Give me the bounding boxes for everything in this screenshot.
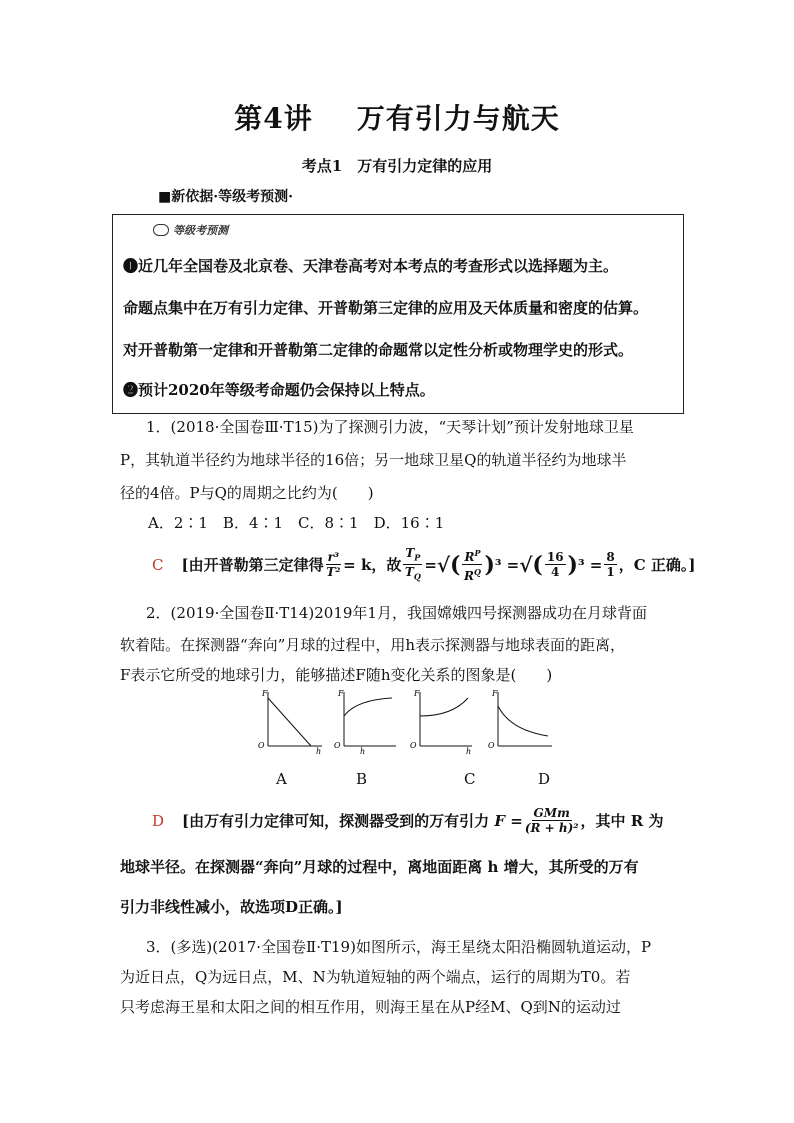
svg-text:h: h xyxy=(316,747,322,756)
graph-label-b: B xyxy=(356,770,368,788)
q2-answer-line-3: 引力非线性减小，故选项D正确。] xyxy=(120,898,343,916)
q1-line-1: 1．(2018·全国卷Ⅲ·T15)为了探测引力波，“天琴计划”预计发射地球卫星 xyxy=(146,418,634,436)
svg-text:h: h xyxy=(360,747,366,756)
q2-line-2: 软着陆。在探测器“奔向”月球的过程中，用h表示探测器与地球表面的距离， xyxy=(120,636,626,654)
q1-answer-mid: = k，故 xyxy=(343,556,402,575)
svg-text:h: h xyxy=(466,747,472,756)
q2-line-3: F表示它所受的地球引力，能够描述F随h变化关系的图象是( ) xyxy=(120,666,553,684)
svg-text:F: F xyxy=(414,689,420,698)
hand-pointer-icon xyxy=(153,224,169,236)
graph-label-d: D xyxy=(538,770,551,788)
q3-line-2: 为近日点，Q为远日点，M、N为轨道短轴的两个端点，运行的周期为T0。若 xyxy=(120,968,631,986)
q1-options: A．2∶1 B．4∶1 C．8∶1 D．16∶1 xyxy=(148,514,445,532)
badge-label: 等级考预测 xyxy=(173,224,228,237)
svg-text:O: O xyxy=(258,741,265,750)
graph-b xyxy=(334,689,396,756)
q2-line-1: 2．(2019·全国卷Ⅱ·T14)2019年1月，我国嫦娥四号探测器成功在月球背面 xyxy=(146,604,647,622)
exam-prediction-box xyxy=(112,214,684,414)
q2-answer-line-1: [由万有引力定律可知，探测器受到的万有引力 xyxy=(182,812,490,830)
q1-line-2: P，其轨道半径约为地球半径的16倍；另一地球卫星Q的轨道半径约为地球半 xyxy=(120,451,627,469)
radius-ratio-fraction: $\frac{R^P}{R^Q}$ xyxy=(463,548,481,584)
graph-d xyxy=(488,689,552,750)
svg-text:F: F xyxy=(492,689,498,698)
q1-line-3: 径的4倍。P与Q的周期之比约为( ) xyxy=(120,484,374,502)
title-topic: 万有引力与航天 xyxy=(356,102,560,135)
prediction-line-3: 对开普勒第一定律和开普勒第二定律的命题常以定性分析或物理学史的形式。 xyxy=(123,341,634,359)
force-distance-graphs xyxy=(256,688,556,788)
q3-line-1: 3．(多选)(2017·全国卷Ⅱ·T19)如图所示，海王星绕太阳沿椭圆轨道运动，P xyxy=(146,938,652,956)
q2-answer-line-2: 地球半径。在探测器“奔向”月球的过程中，离地面距离 h 增大，其所受的万有 xyxy=(120,858,639,876)
prediction-badge xyxy=(153,222,228,238)
result-fraction: $\frac{8}{1}$ xyxy=(606,550,615,580)
kepler-fraction: $\frac{\text{r³}}{\text{T²}}$ xyxy=(326,550,341,580)
q2-answer-letter: D xyxy=(152,811,165,830)
graph-label-a: A xyxy=(276,770,287,788)
q1-answer: C [由开普勒第三定律得 $\frac{\text{r³}}{\text{T²}}$ = k，故 $\frac{T_P}{T_Q}$ = √ ( $\frac{R^P}{R^Q}$ ) ³ = √ ( $\frac{16}{4}$ ) ³ = $\frac{8}{1}$ ，C 正确。] xyxy=(152,546,696,584)
section-subtitle: 考点1 万有引力定律的应用 xyxy=(301,157,493,175)
q1-answer-pre: [由开普勒第三定律得 xyxy=(181,556,324,575)
graph-c xyxy=(410,689,472,756)
svg-text:F: F xyxy=(338,689,344,698)
graph-a xyxy=(258,689,322,756)
svg-text:F: F xyxy=(262,689,268,698)
svg-text:O: O xyxy=(410,741,417,750)
q1-answer-letter: C xyxy=(152,555,164,574)
prediction-line-1: ❶近几年全国卷及北京卷、天津卷高考对本考点的考查形式以选择题为主。 xyxy=(123,257,619,275)
numeric-ratio-fraction: $\frac{16}{4}$ xyxy=(546,550,564,580)
gravity-formula: $\frac{\text{GMm}}{\text{(R + h)²}}$ xyxy=(524,806,579,835)
prediction-line-2: 命题点集中在万有引力定律、开普勒第三定律的应用及天体质量和密度的估算。 xyxy=(123,299,649,317)
sqrt-symbol-2: √ xyxy=(519,552,533,577)
prediction-line-4: ❷预计2020年等级考命题仍会保持以上特点。 xyxy=(123,381,435,399)
svg-text:O: O xyxy=(334,741,341,750)
q2-answer-line-1-end: ，其中 R 为 xyxy=(580,812,664,830)
graph-label-c: C xyxy=(464,770,476,788)
page-title xyxy=(0,97,794,137)
sqrt-symbol: √ xyxy=(436,552,451,577)
q2-answer: D [由万有引力定律可知，探测器受到的万有引力 F = $\frac{\text{GMm}}{\text{(R + h)²}}$ ，其中 R 为 xyxy=(152,806,664,835)
period-ratio-fraction: $\frac{T_P}{T_Q}$ xyxy=(404,546,421,582)
title-lecture: 第4讲 xyxy=(234,102,313,135)
q1-answer-post: ，C 正确。] xyxy=(618,556,696,575)
section-label: ■新依据·等级考预测· xyxy=(158,189,293,205)
svg-text:O: O xyxy=(488,741,495,750)
q3-line-3: 只考虑海王星和太阳之间的相互作用，则海王星在从P经M、Q到N的运动过 xyxy=(120,998,621,1016)
